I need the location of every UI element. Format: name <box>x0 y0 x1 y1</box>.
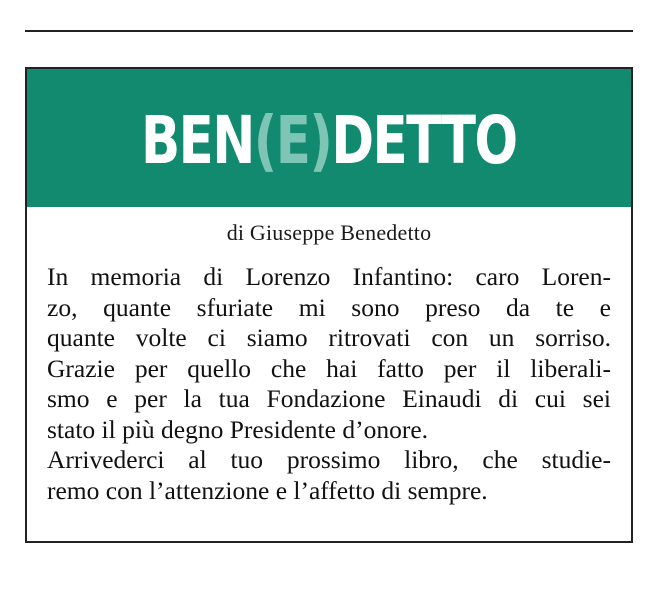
masthead-banner <box>27 69 631 207</box>
body-line: Grazie per quello che hai fatto per il liberali- <box>47 353 611 383</box>
masthead-title <box>141 102 517 179</box>
masthead-part-detto: DETTO <box>331 101 517 179</box>
body-line: smo e per la tua Fondazione Einaudi di cui sei <box>47 384 611 413</box>
column-box <box>25 67 633 543</box>
masthead-paren-open: ( <box>253 101 276 179</box>
body-line: In memoria di Lorenzo Infantino: caro Loren- <box>47 262 611 291</box>
body-line: Arrivederci al tuo prossimo libro, che studie- <box>47 445 611 474</box>
column-body-text <box>47 262 611 506</box>
masthead-part-ben: BEN <box>141 101 254 179</box>
masthead-paren-close: ) <box>309 101 332 179</box>
body-line: stato il più degno Presidente d’onore. <box>47 414 429 444</box>
body-line: quante volte ci siamo ritrovati con un sorriso. <box>47 323 611 352</box>
top-divider-rule <box>25 30 633 32</box>
body-line: zo, quante sfuriate mi sono preso da te e <box>47 292 611 322</box>
author-byline: di Giuseppe Benedetto <box>226 220 432 245</box>
masthead-letter-e: E <box>275 101 310 179</box>
body-line: remo con l’attenzione e l’affetto di sempre. <box>47 475 488 505</box>
